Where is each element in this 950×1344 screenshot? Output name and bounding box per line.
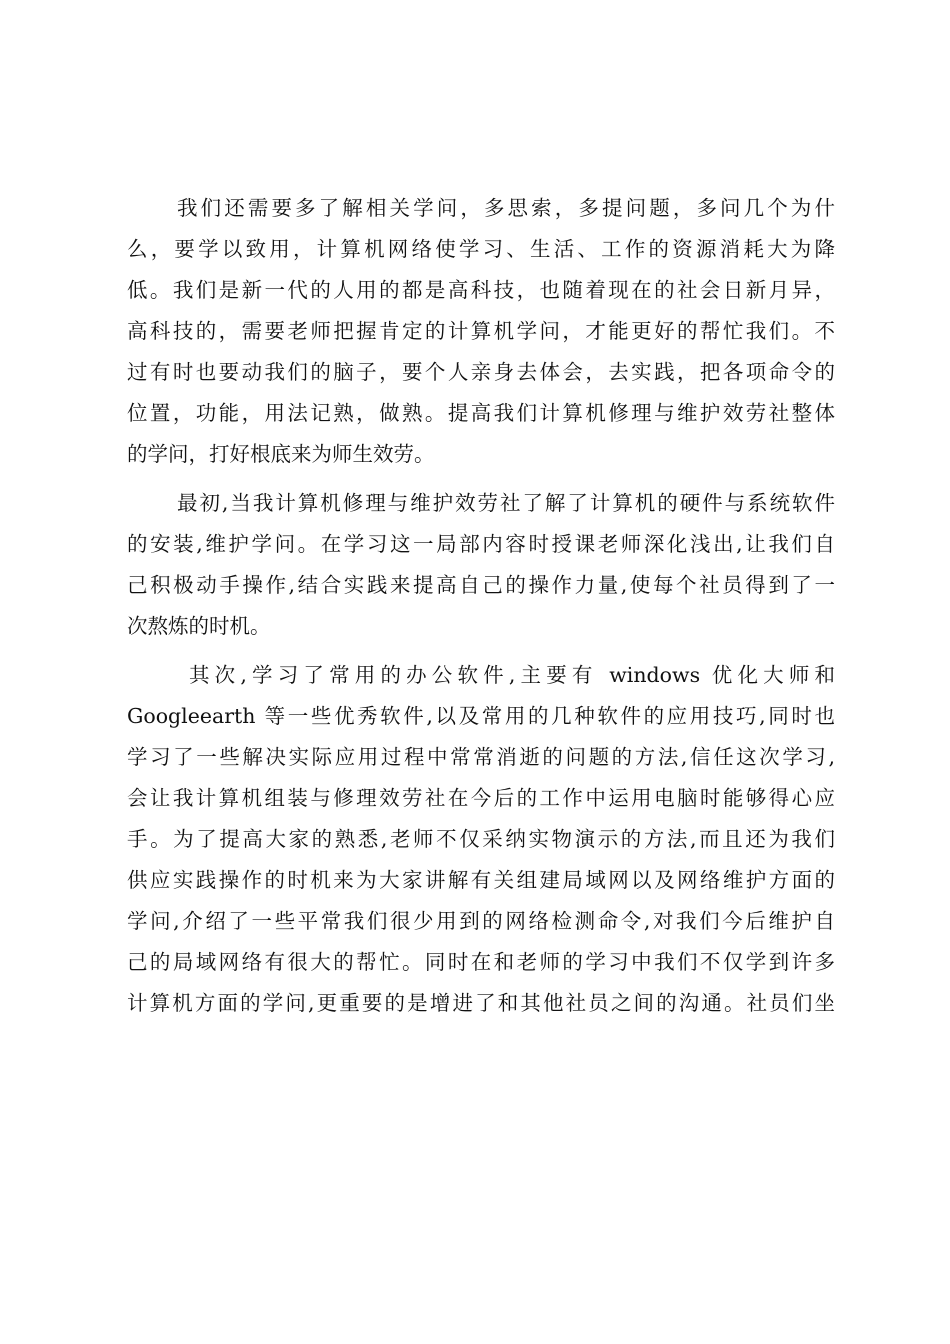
text-line: 会让我计算机组装与修理效劳社在今后的工作中运用电脑时能够得心应 (127, 786, 835, 810)
text-line: 过有时也要动我们的脑子，要个人亲身去体会，去实践，把各项命令的 (127, 360, 835, 384)
text-line: 的学问，打好根底来为师生效劳。 (127, 442, 435, 466)
paragraph-spacer (127, 647, 835, 655)
document-body (127, 188, 835, 1024)
text-line: 计算机方面的学问,更重要的是增进了和其他社员之间的沟通。社员们坐 (127, 991, 835, 1015)
text-line: 高科技的，需要老师把握肯定的计算机学问，才能更好的帮忙我们。不 (127, 319, 835, 343)
text-line: 手。为了提高大家的熟悉,老师不仅采纳实物演示的方法,而且还为我们 (127, 827, 835, 851)
text-line: 学习了一些解决实际应用过程中常常消逝的问题的方法,信任这次学习, (127, 745, 835, 769)
text-line: 己的局域网络有很大的帮忙。同时在和老师的学习中我们不仅学到许多 (127, 950, 835, 974)
text-line: 供应实践操作的时机来为大家讲解有关组建局域网以及网络维护方面的 (127, 868, 835, 892)
text-line: 低。我们是新一代的人用的都是高科技，也随着现在的社会日新月异， (127, 278, 835, 302)
paragraph-2 (127, 483, 835, 647)
text-line: 己积极动手操作,结合实践来提高自己的操作力量,使每个社员得到了一 (127, 573, 835, 597)
paragraph-1 (127, 188, 835, 475)
paragraph-3 (127, 655, 835, 1024)
text-line: 么，要学以致用，计算机网络使学习、生活、工作的资源消耗大为降 (127, 237, 835, 261)
text-line: 其次,学习了常用的办公软件,主要有 windows 优化大师和 (189, 663, 835, 687)
text-line: 最初,当我计算机修理与维护效劳社了解了计算机的硬件与系统软件 (177, 491, 835, 515)
text-line: 学问,介绍了一些平常我们很少用到的网络检测命令,对我们今后维护自 (127, 909, 835, 933)
text-line: 我们还需要多了解相关学问，多思索，多提问题，多问几个为什 (177, 196, 835, 220)
text-line: 位置，功能，用法记熟，做熟。提高我们计算机修理与维护效劳社整体 (127, 401, 835, 425)
text-line: 的安装,维护学问。在学习这一局部内容时授课老师深化浅出,让我们自 (127, 532, 835, 556)
text-line: 次熬炼的时机。 (127, 614, 271, 638)
paragraph-spacer (127, 475, 835, 483)
text-line: Googleearth 等一些优秀软件,以及常用的几种软件的应用技巧,同时也 (127, 704, 835, 728)
